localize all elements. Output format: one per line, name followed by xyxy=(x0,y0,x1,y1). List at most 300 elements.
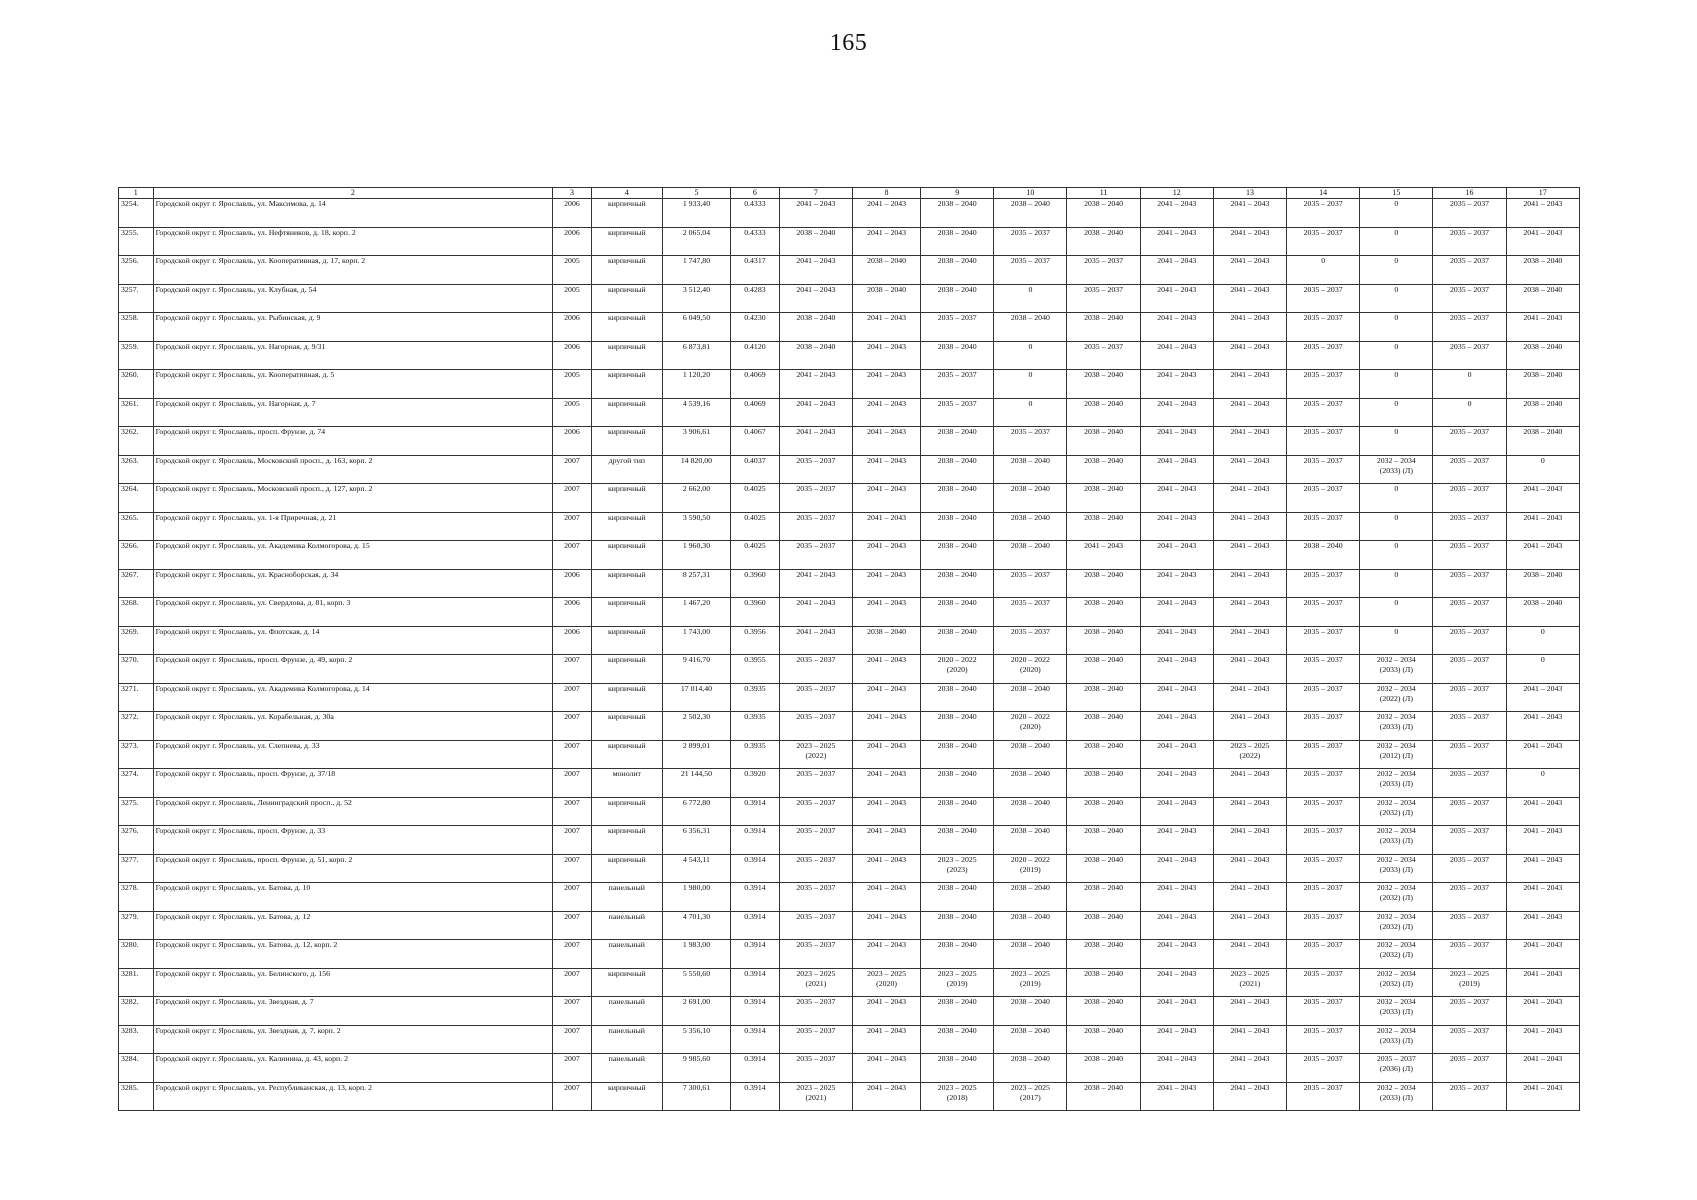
cell-col-9 xyxy=(921,370,994,399)
cell-col-10 xyxy=(994,940,1067,969)
cell-subvalue: (2033) (Л) xyxy=(1379,665,1413,674)
cell-value: 3270. xyxy=(121,655,139,664)
cell-value: 2038 – 2040 xyxy=(1084,740,1124,750)
cell-col-12 xyxy=(1140,911,1213,940)
cell-year-built xyxy=(553,683,592,712)
cell-value: 2038 – 2040 xyxy=(937,512,977,522)
cell-col-7 xyxy=(779,199,852,228)
cell-value: 2038 – 2040 xyxy=(796,313,836,322)
cell-value: 2041 – 2043 xyxy=(1230,541,1270,550)
cell-col-11 xyxy=(1067,854,1140,883)
cell-col-9 xyxy=(921,655,994,684)
cell-wear-coefficient xyxy=(731,227,780,256)
cell-wall-material xyxy=(591,997,662,1026)
cell-value: Городской округ г. Ярославль, просп. Фрунзе, д. 51, корп. 2 xyxy=(155,854,353,864)
cell-value: 2038 – 2040 xyxy=(937,341,977,351)
cell-col-11 xyxy=(1067,341,1140,370)
cell-address xyxy=(153,313,553,342)
cell-col-13 xyxy=(1213,455,1286,484)
cell-col-14 xyxy=(1287,1082,1360,1111)
cell-year-built xyxy=(553,968,592,997)
cell-subvalue: (2019) xyxy=(1459,978,1480,988)
cell-value: 2035 – 2037 xyxy=(1450,199,1489,208)
cell-record-number xyxy=(119,940,154,969)
cell-value: 2038 – 2040 xyxy=(1010,512,1050,522)
cell-value: 0.4230 xyxy=(744,313,766,322)
cell-value: 2035 – 2037 xyxy=(1303,484,1343,493)
cell-total-area xyxy=(662,968,730,997)
cell-value: 2035 – 2037 xyxy=(796,797,836,807)
cell-wear-coefficient xyxy=(731,683,780,712)
cell-value: 9 985,60 xyxy=(682,1054,711,1063)
cell-wear-coefficient xyxy=(731,427,780,456)
cell-value: 2041 – 2043 xyxy=(867,740,907,750)
cell-value: 0 xyxy=(1394,256,1399,265)
cell-value: Городской округ г. Ярославль, ул. Батова, д. 12, корп. 2 xyxy=(155,940,338,949)
cell-value: 2035 – 2037 xyxy=(796,512,836,522)
cell-value: 2041 – 2043 xyxy=(1230,1025,1270,1035)
cell-col-11 xyxy=(1067,256,1140,285)
cell-value: Городской округ г. Ярославль, ул. Рыбинская, д. 9 xyxy=(155,313,321,322)
cell-value: кирпичный xyxy=(607,284,646,294)
cell-col-8 xyxy=(853,313,921,342)
cell-value: 2038 – 2040 xyxy=(796,227,836,237)
table-row xyxy=(119,626,1580,655)
cell-value: кирпичный xyxy=(607,569,646,579)
cell-value: 0.4317 xyxy=(744,256,766,265)
cell-value: 2041 – 2043 xyxy=(1157,256,1197,265)
cell-value: 2041 – 2043 xyxy=(867,911,907,921)
cell-wall-material xyxy=(591,370,662,399)
table-row xyxy=(119,256,1580,285)
cell-value: 2038 – 2040 xyxy=(937,883,977,892)
cell-wall-material xyxy=(591,683,662,712)
cell-value: 2038 – 2040 xyxy=(1010,911,1050,921)
cell-value: 2041 – 2043 xyxy=(1157,313,1197,322)
cell-subvalue: (2019) xyxy=(946,978,968,988)
cell-total-area xyxy=(662,256,730,285)
cell-value: Городской округ г. Ярославль, просп. Фрунзе, д. 49, корп. 2 xyxy=(155,655,353,664)
cell-value: 2041 – 2043 xyxy=(1523,512,1563,522)
cell-col-7 xyxy=(779,883,852,912)
cell-value: 2038 – 2040 xyxy=(1303,541,1343,550)
cell-value: 3268. xyxy=(121,598,139,607)
cell-value: кирпичный xyxy=(607,826,646,835)
cell-record-number xyxy=(119,683,154,712)
table-body xyxy=(119,199,1580,1111)
cell-col-15 xyxy=(1360,769,1433,798)
cell-value: Городской округ г. Ярославль, ул. Флотская, д. 14 xyxy=(155,626,320,636)
cell-col-10 xyxy=(994,854,1067,883)
cell-value: 2 502,30 xyxy=(682,712,711,721)
cell-col-14 xyxy=(1287,911,1360,940)
cell-value: 0.3914 xyxy=(744,1082,766,1092)
cell-value: 2041 – 2043 xyxy=(1523,484,1563,493)
cell-col-9 xyxy=(921,256,994,285)
cell-wear-coefficient xyxy=(731,398,780,427)
cell-address xyxy=(153,769,553,798)
cell-col-7 xyxy=(779,256,852,285)
cell-value: 0 xyxy=(1028,284,1033,294)
cell-value: 3277. xyxy=(121,854,139,864)
cell-value: панельный xyxy=(608,911,645,921)
cell-value: кирпичный xyxy=(607,341,646,351)
cell-value: 2038 – 2040 xyxy=(937,541,977,550)
table-row xyxy=(119,569,1580,598)
cell-col-11 xyxy=(1067,313,1140,342)
cell-value: Городской округ г. Ярославль, ул. Нагорная, д. 7 xyxy=(155,398,316,408)
cell-value: 2038 – 2040 xyxy=(937,484,977,493)
cell-wall-material xyxy=(591,541,662,570)
cell-col-7 xyxy=(779,826,852,855)
cell-value: 2041 – 2043 xyxy=(867,598,907,607)
cell-value: 0.4069 xyxy=(744,370,766,379)
cell-col-7 xyxy=(779,398,852,427)
cell-value: 2035 – 2037 xyxy=(1450,1082,1489,1092)
cell-address xyxy=(153,911,553,940)
cell-value: 2 899,01 xyxy=(682,740,711,750)
cell-value: 2041 – 2043 xyxy=(1230,370,1270,379)
cell-value: 2038 – 2040 xyxy=(1084,370,1124,379)
cell-col-15 xyxy=(1360,1054,1433,1083)
cell-value: кирпичный xyxy=(607,370,646,379)
cell-value: 0.3914 xyxy=(744,997,766,1006)
cell-col-8 xyxy=(853,541,921,570)
cell-col-8 xyxy=(853,455,921,484)
cell-value: 2041 – 2043 xyxy=(1157,569,1197,579)
cell-value: 3 590,50 xyxy=(682,512,711,522)
cell-col-13 xyxy=(1213,683,1286,712)
cell-value: 2035 – 2037 xyxy=(1450,626,1489,636)
cell-value: 2035 – 2037 xyxy=(1303,968,1343,978)
column-header-3: 3 xyxy=(553,188,592,199)
cell-col-7 xyxy=(779,626,852,655)
cell-col-9 xyxy=(921,940,994,969)
cell-col-13 xyxy=(1213,1025,1286,1054)
cell-value: 0 xyxy=(1394,398,1399,408)
cell-col-10 xyxy=(994,199,1067,228)
cell-value: 2041 – 2043 xyxy=(1157,626,1197,636)
cell-address xyxy=(153,256,553,285)
cell-value: 2038 – 2040 xyxy=(937,712,977,721)
cell-col-16 xyxy=(1433,683,1506,712)
cell-wall-material xyxy=(591,569,662,598)
cell-subvalue: (2021) xyxy=(805,978,827,988)
cell-col-16 xyxy=(1433,512,1506,541)
cell-col-7 xyxy=(779,968,852,997)
cell-value: 2041 – 2043 xyxy=(1157,797,1197,807)
cell-subvalue: (2032) (Л) xyxy=(1379,807,1413,817)
cell-col-11 xyxy=(1067,1082,1140,1111)
cell-record-number xyxy=(119,740,154,769)
cell-col-8 xyxy=(853,826,921,855)
cell-subvalue: (2012) (Л) xyxy=(1379,750,1413,760)
cell-col-11 xyxy=(1067,683,1140,712)
column-header-8: 8 xyxy=(853,188,921,199)
cell-value: 2038 – 2040 xyxy=(867,284,907,294)
cell-value: 2035 – 2037 xyxy=(1450,598,1489,607)
column-header-14: 14 xyxy=(1287,188,1360,199)
cell-value: 1 980,00 xyxy=(682,883,711,892)
cell-value: 2041 – 2043 xyxy=(1523,1025,1563,1035)
cell-value: 2032 – 2034 xyxy=(1376,712,1416,721)
cell-subvalue: (2018) xyxy=(946,1092,968,1102)
cell-value: 0.3914 xyxy=(744,911,766,921)
cell-value: 2041 – 2043 xyxy=(796,370,836,379)
cell-col-14 xyxy=(1287,256,1360,285)
cell-value: 2041 – 2043 xyxy=(867,569,907,579)
cell-value: 2035 – 2037 xyxy=(1084,284,1124,294)
cell-col-10 xyxy=(994,512,1067,541)
cell-value: 0.3914 xyxy=(744,1025,766,1035)
cell-subvalue: (2020) xyxy=(876,978,897,988)
cell-record-number xyxy=(119,256,154,285)
cell-col-12 xyxy=(1140,712,1213,741)
cell-col-16 xyxy=(1433,940,1506,969)
cell-value: 0 xyxy=(1394,598,1399,607)
cell-value: 2038 – 2040 xyxy=(1010,313,1050,322)
cell-wear-coefficient xyxy=(731,740,780,769)
cell-value: кирпичный xyxy=(607,227,646,237)
cell-col-17 xyxy=(1506,341,1579,370)
cell-year-built xyxy=(553,626,592,655)
cell-col-14 xyxy=(1287,313,1360,342)
cell-wall-material xyxy=(591,284,662,313)
cell-record-number xyxy=(119,541,154,570)
cell-col-9 xyxy=(921,341,994,370)
cell-value: 2020 – 2022 xyxy=(937,655,977,664)
cell-record-number xyxy=(119,655,154,684)
cell-col-8 xyxy=(853,997,921,1026)
cell-value: 2035 – 2037 xyxy=(1450,341,1489,351)
cell-value: 3258. xyxy=(121,313,139,322)
cell-value: Городской округ г. Ярославль, Московский просп., д. 127, корп. 2 xyxy=(155,484,373,493)
cell-col-14 xyxy=(1287,598,1360,627)
cell-value: 2035 – 2037 xyxy=(1450,997,1489,1006)
cell-col-12 xyxy=(1140,569,1213,598)
cell-col-10 xyxy=(994,712,1067,741)
cell-wall-material xyxy=(591,1025,662,1054)
cell-col-17 xyxy=(1506,769,1579,798)
cell-value: 3279. xyxy=(121,911,139,921)
table-row xyxy=(119,826,1580,855)
column-header-15: 15 xyxy=(1360,188,1433,199)
cell-value: 2035 – 2037 xyxy=(796,854,836,864)
cell-value: 2035 – 2037 xyxy=(1376,1054,1416,1063)
cell-col-11 xyxy=(1067,968,1140,997)
cell-total-area xyxy=(662,683,730,712)
table-row xyxy=(119,769,1580,798)
cell-value: 2035 – 2037 xyxy=(1450,797,1489,807)
cell-col-8 xyxy=(853,227,921,256)
cell-col-16 xyxy=(1433,455,1506,484)
cell-wall-material xyxy=(591,797,662,826)
column-header-13: 13 xyxy=(1213,188,1286,199)
cell-col-14 xyxy=(1287,541,1360,570)
cell-col-9 xyxy=(921,1054,994,1083)
cell-value: 2035 – 2037 xyxy=(1450,712,1489,721)
cell-subvalue: (2022) xyxy=(805,750,827,760)
cell-address xyxy=(153,626,553,655)
table-row xyxy=(119,911,1580,940)
cell-year-built xyxy=(553,484,592,513)
cell-col-11 xyxy=(1067,370,1140,399)
cell-value: 3266. xyxy=(121,541,139,550)
cell-value: 2035 – 2037 xyxy=(1303,512,1343,522)
cell-value: 3282. xyxy=(121,997,139,1006)
cell-col-17 xyxy=(1506,370,1579,399)
cell-value: 2041 – 2043 xyxy=(867,313,907,322)
table-row xyxy=(119,997,1580,1026)
cell-total-area xyxy=(662,655,730,684)
column-number-header xyxy=(119,188,1580,199)
cell-col-9 xyxy=(921,769,994,798)
cell-value: 2041 – 2043 xyxy=(867,826,907,835)
table-row xyxy=(119,968,1580,997)
cell-subvalue: (2022) xyxy=(1239,750,1261,760)
cell-total-area xyxy=(662,769,730,798)
cell-value: Городской округ г. Ярославль, ул. Клубная, д. 54 xyxy=(155,284,317,294)
cell-value: 2041 – 2043 xyxy=(1230,940,1270,949)
cell-value: 2041 – 2043 xyxy=(1230,455,1270,465)
cell-wear-coefficient xyxy=(731,484,780,513)
cell-value: 3273. xyxy=(121,740,139,750)
cell-value: 2035 – 2037 xyxy=(1450,854,1489,864)
cell-wall-material xyxy=(591,199,662,228)
cell-value: 0 xyxy=(1394,541,1399,550)
cell-col-7 xyxy=(779,911,852,940)
cell-value: 2038 – 2040 xyxy=(1523,569,1563,579)
cell-address xyxy=(153,227,553,256)
cell-col-17 xyxy=(1506,1054,1579,1083)
cell-value: 2041 – 2043 xyxy=(1230,313,1270,322)
cell-col-17 xyxy=(1506,626,1579,655)
cell-year-built xyxy=(553,826,592,855)
cell-value: 2041 – 2043 xyxy=(867,512,907,522)
cell-value: 0.3956 xyxy=(744,626,766,636)
cell-wear-coefficient xyxy=(731,541,780,570)
cell-col-16 xyxy=(1433,712,1506,741)
cell-col-10 xyxy=(994,341,1067,370)
cell-year-built xyxy=(553,1054,592,1083)
cell-address xyxy=(153,854,553,883)
cell-value: 2041 – 2043 xyxy=(1157,769,1197,778)
cell-value: 2023 – 2025 xyxy=(1010,968,1050,978)
cell-col-15 xyxy=(1360,227,1433,256)
cell-col-15 xyxy=(1360,626,1433,655)
cell-subvalue: (2033) (Л) xyxy=(1379,1007,1413,1016)
cell-value: 2007 xyxy=(564,854,580,864)
cell-col-9 xyxy=(921,484,994,513)
cell-value: 4 543,11 xyxy=(682,854,710,864)
cell-value: 0 xyxy=(1540,626,1545,636)
cell-value: 3260. xyxy=(121,370,139,379)
cell-col-15 xyxy=(1360,569,1433,598)
cell-value: 0 xyxy=(1028,398,1033,408)
cell-value: 2038 – 2040 xyxy=(937,427,977,436)
cell-col-17 xyxy=(1506,313,1579,342)
cell-col-13 xyxy=(1213,569,1286,598)
cell-col-13 xyxy=(1213,968,1286,997)
cell-total-area xyxy=(662,484,730,513)
cell-value: 14 820,00 xyxy=(680,455,713,465)
cell-value: 2035 – 2037 xyxy=(1450,940,1489,949)
cell-value: 2007 xyxy=(564,1054,580,1063)
cell-value: 2041 – 2043 xyxy=(1157,541,1197,550)
cell-subvalue: (2032) (Л) xyxy=(1379,893,1413,902)
cell-address xyxy=(153,512,553,541)
cell-value: 6 049,50 xyxy=(682,313,711,322)
cell-col-13 xyxy=(1213,769,1286,798)
cell-record-number xyxy=(119,1082,154,1111)
cell-value: 2035 – 2037 xyxy=(796,997,836,1006)
cell-value: 2032 – 2034 xyxy=(1376,1082,1416,1092)
cell-col-10 xyxy=(994,655,1067,684)
cell-col-17 xyxy=(1506,655,1579,684)
cell-address xyxy=(153,427,553,456)
cell-record-number xyxy=(119,199,154,228)
cell-value: 2006 xyxy=(564,626,580,636)
cell-total-area xyxy=(662,1025,730,1054)
cell-col-17 xyxy=(1506,826,1579,855)
cell-value: 2032 – 2034 xyxy=(1376,911,1416,921)
cell-value: 2038 – 2040 xyxy=(937,769,977,778)
cell-col-9 xyxy=(921,1082,994,1111)
cell-value: 2041 – 2043 xyxy=(1157,968,1197,978)
cell-value: 2023 – 2025 xyxy=(796,740,836,750)
cell-col-11 xyxy=(1067,484,1140,513)
cell-value: кирпичный xyxy=(607,512,646,522)
cell-value: 2035 – 2037 xyxy=(1303,427,1343,436)
cell-value: 2035 – 2037 xyxy=(1303,284,1343,294)
cell-subvalue: (2020) xyxy=(946,665,968,674)
cell-col-10 xyxy=(994,484,1067,513)
cell-value: 2038 – 2040 xyxy=(1010,683,1050,693)
cell-wall-material xyxy=(591,427,662,456)
cell-value: 2041 – 2043 xyxy=(1230,911,1270,921)
cell-value: 2041 – 2043 xyxy=(1230,256,1270,265)
cell-col-15 xyxy=(1360,512,1433,541)
cell-col-15 xyxy=(1360,940,1433,969)
cell-address xyxy=(153,199,553,228)
cell-value: 3272. xyxy=(121,712,139,721)
cell-value: 21 144,50 xyxy=(680,769,713,778)
table-row xyxy=(119,883,1580,912)
cell-col-11 xyxy=(1067,455,1140,484)
cell-value: 2032 – 2034 xyxy=(1376,655,1416,664)
cell-col-13 xyxy=(1213,1054,1286,1083)
cell-col-15 xyxy=(1360,655,1433,684)
cell-col-12 xyxy=(1140,940,1213,969)
cell-value: 2041 – 2043 xyxy=(1230,512,1270,522)
cell-col-13 xyxy=(1213,997,1286,1026)
cell-value: 2041 – 2043 xyxy=(1084,541,1124,550)
cell-col-8 xyxy=(853,1082,921,1111)
cell-col-13 xyxy=(1213,313,1286,342)
cell-col-12 xyxy=(1140,484,1213,513)
cell-value: 2038 – 2040 xyxy=(1010,484,1050,493)
cell-subvalue: (2020) xyxy=(1019,665,1041,674)
cell-total-area xyxy=(662,740,730,769)
cell-value: 0 xyxy=(1394,313,1399,322)
cell-col-13 xyxy=(1213,199,1286,228)
cell-wear-coefficient xyxy=(731,199,780,228)
cell-total-area xyxy=(662,199,730,228)
cell-wear-coefficient xyxy=(731,911,780,940)
cell-value: 2007 xyxy=(564,455,580,465)
cell-col-12 xyxy=(1140,541,1213,570)
cell-value: 1 120,20 xyxy=(682,370,711,379)
